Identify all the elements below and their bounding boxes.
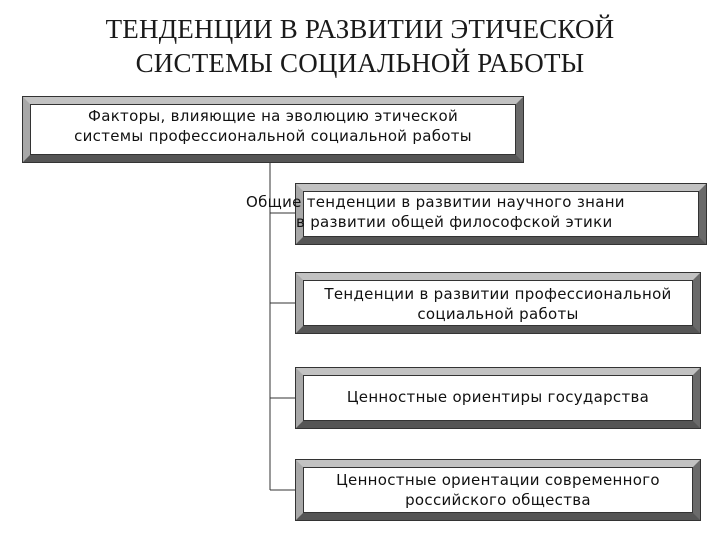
item-1-line-1: Общие тенденции в развитии научного знани	[246, 193, 625, 211]
item-1-line-2: в развитии общей философской этики	[296, 213, 613, 231]
trend-label-society-values	[286, 470, 710, 510]
item-2-line-1: Тенденции в развитии профессиональной	[324, 285, 672, 303]
item-3-line-1: Ценностные ориентиры государства	[346, 388, 650, 406]
root-label-line-1: Факторы, влияющие на эволюцию этической	[87, 107, 458, 125]
trend-label-state-values	[296, 387, 700, 407]
trend-label-science-philosophy	[246, 192, 696, 232]
root-label-line-2: системы профессиональной социальной работы	[74, 127, 472, 145]
trend-label-professional-social-work	[276, 284, 720, 324]
item-4-line-1: Ценностные ориентации современного	[336, 471, 660, 489]
root-factors-label	[20, 106, 526, 146]
item-4-line-2: российского общества	[405, 491, 591, 509]
item-2-line-2: социальной работы	[417, 305, 579, 323]
title-line-2: СИСТЕМЫ СОЦИАЛЬНОЙ РАБОТЫ	[135, 48, 585, 78]
title-line-1: ТЕНДЕНЦИИ В РАЗВИТИИ ЭТИЧЕСКОЙ	[105, 14, 615, 44]
